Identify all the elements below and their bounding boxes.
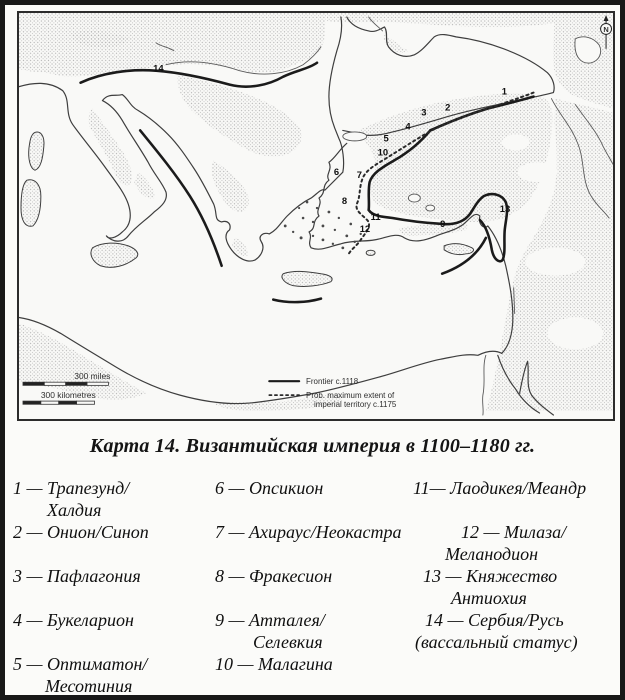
max-extent-label-line1: Prob. maximum extent of (306, 391, 395, 401)
key-line (13, 543, 208, 565)
key-line: 3 — Пафлагония (13, 566, 141, 586)
region-number-11: 11 (370, 211, 381, 223)
key-line (215, 543, 430, 565)
region-number-9: 9 (440, 218, 446, 230)
key-line: 2 — Онион/Синоп (13, 522, 149, 542)
key-line: 14 — Сербия/Русь (425, 610, 564, 630)
region-number-4: 4 (405, 121, 411, 133)
key-line: 9 — Атталея/ (215, 610, 325, 630)
key-line: 10 — Малагина (215, 654, 333, 674)
key-line: (вассальный статус) (415, 632, 578, 652)
svg-text:300 miles: 300 miles (74, 371, 111, 382)
key-line: 7 — Ахираус/Неокастра (215, 522, 402, 542)
key-line: 6 — Опсикион (215, 478, 324, 498)
region-number-8: 8 (341, 196, 348, 208)
key-line: 5 — Оптиматон/ (13, 654, 148, 674)
region-number-3: 3 (421, 107, 427, 119)
key-column-1 (13, 477, 208, 697)
svg-text:300 kilometres: 300 kilometres (40, 390, 96, 401)
region-number-1: 1 (501, 86, 507, 98)
key-line: 1 — Трапезунд/ (13, 478, 130, 498)
region-number-7: 7 (356, 170, 362, 182)
key-line (413, 653, 618, 675)
scale-bar-kilometres (23, 390, 96, 404)
key-line: Антиохия (451, 588, 527, 608)
key-line: 8 — Фракесион (215, 566, 333, 586)
frontier-label: Frontier c.1118 (306, 377, 359, 387)
key-line: Месотиния (45, 676, 133, 696)
key-column-2 (215, 477, 430, 697)
region-number-2: 2 (445, 102, 451, 114)
key-line (413, 675, 618, 697)
region-number-5: 5 (383, 133, 389, 145)
key-line: 13 — Княжество (423, 566, 558, 586)
map-canvas (19, 13, 613, 419)
key-line (13, 587, 208, 609)
region-number-10: 10 (377, 147, 389, 159)
svg-text:N: N (603, 24, 609, 34)
region-number-6: 6 (333, 167, 340, 179)
region-number-14: 14 (153, 63, 164, 75)
key-line: Меланодион (445, 544, 539, 564)
key-line (215, 587, 430, 609)
key-line: Селевкия (253, 632, 323, 652)
anatolian-lake (408, 194, 420, 202)
key-line (215, 499, 430, 521)
key-line (13, 631, 208, 653)
key-column-3 (413, 477, 618, 697)
region-number-12: 12 (359, 223, 371, 235)
key-line (413, 499, 618, 521)
max-extent-label-line2: imperial territory c.1175 (314, 400, 397, 410)
map-key (5, 477, 620, 699)
key-line (215, 675, 430, 697)
map-caption: Карта 14. Византийская империя в 1100–1180 гг. (89, 435, 536, 457)
key-line: Халдия (47, 500, 102, 520)
byzantine-empire-map (17, 11, 615, 421)
anatolian-lake (426, 205, 435, 211)
key-line: 11— Лаодикея/Меандр (413, 478, 587, 498)
key-line: 12 — Милаза/ (461, 522, 567, 542)
region-number-13: 13 (499, 204, 511, 216)
key-line: 4 — Букеларион (13, 610, 134, 630)
